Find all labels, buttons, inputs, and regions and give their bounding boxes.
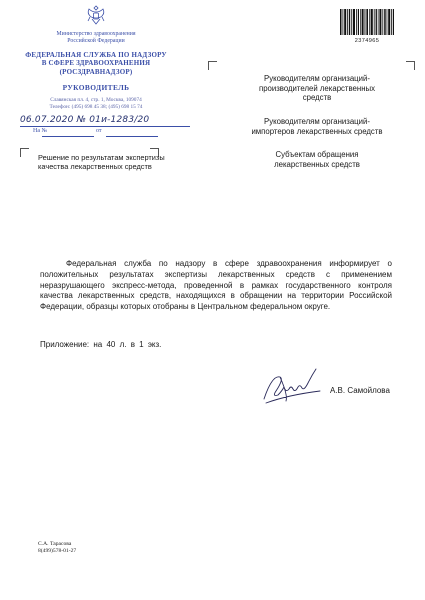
corner-mark <box>208 61 217 70</box>
addressee-circulation-subjects: Субъектам обращения лекарственных средств <box>274 150 360 169</box>
ministry-name: Министерство здравоохранения Российской Федерации <box>56 31 136 44</box>
reference-date-label: от <box>96 128 102 134</box>
executor-info <box>38 541 76 556</box>
registration-line <box>20 115 190 127</box>
letter-subject: Решение по результатам экспертизы качества лекарственных средств <box>38 153 165 172</box>
barcode-number: 2374965 <box>354 38 380 44</box>
letter-body: Федеральная служба по надзору в сфере здравоохранения информирует о положительных результатах экспертизы лекарственных средств с применением неразрушающего экспресс-метода, проведенной в рамках государственного контроля качества лекарственных средств, находящихся в обращении на территории Российской Федерации, образцы которых отобраны в Центральном федеральном округе. <box>40 259 392 312</box>
barcode-icon <box>340 9 394 35</box>
coat-of-arms-icon <box>85 3 107 27</box>
service-name: ФЕДЕРАЛЬНАЯ СЛУЖБА ПО НАДЗОРУ В СФЕРЕ ЗДРАВООХРАНЕНИЯ (РОСЗДРАВНАДЗОР) <box>25 51 167 76</box>
reference-date-blank <box>106 136 158 137</box>
letterhead-address: Славянская пл. 4, стр. 1, Москва, 109074 Телефон: (495) 698 45 38; (495) 698 15 74 <box>49 97 143 110</box>
signer-name: А.В. Самойлова <box>330 386 390 395</box>
letter-appendix: Приложение: на 40 л. в 1 экз. <box>40 340 162 349</box>
executor-name: С.А. Тарасова <box>38 541 72 547</box>
signature-icon <box>258 365 328 405</box>
corner-mark <box>20 148 29 157</box>
reference-number-blank <box>42 136 94 137</box>
reference-label: На № <box>33 128 48 134</box>
addressee-manufacturers: Руководителям организаций- производителей лекарственных средств <box>258 74 376 102</box>
addressee-importers: Руководителям организаций- импортеров лекарственных средств <box>251 117 383 136</box>
registration-underline <box>20 126 190 127</box>
executor-phone: 8(499)578-01-27 <box>38 548 77 555</box>
reference-line <box>33 128 183 138</box>
corner-mark <box>406 61 415 70</box>
letterhead-role: РУКОВОДИТЕЛЬ <box>62 83 130 92</box>
registration-date-number: 06.07.2020 № 01и-1283/20 <box>20 115 150 125</box>
